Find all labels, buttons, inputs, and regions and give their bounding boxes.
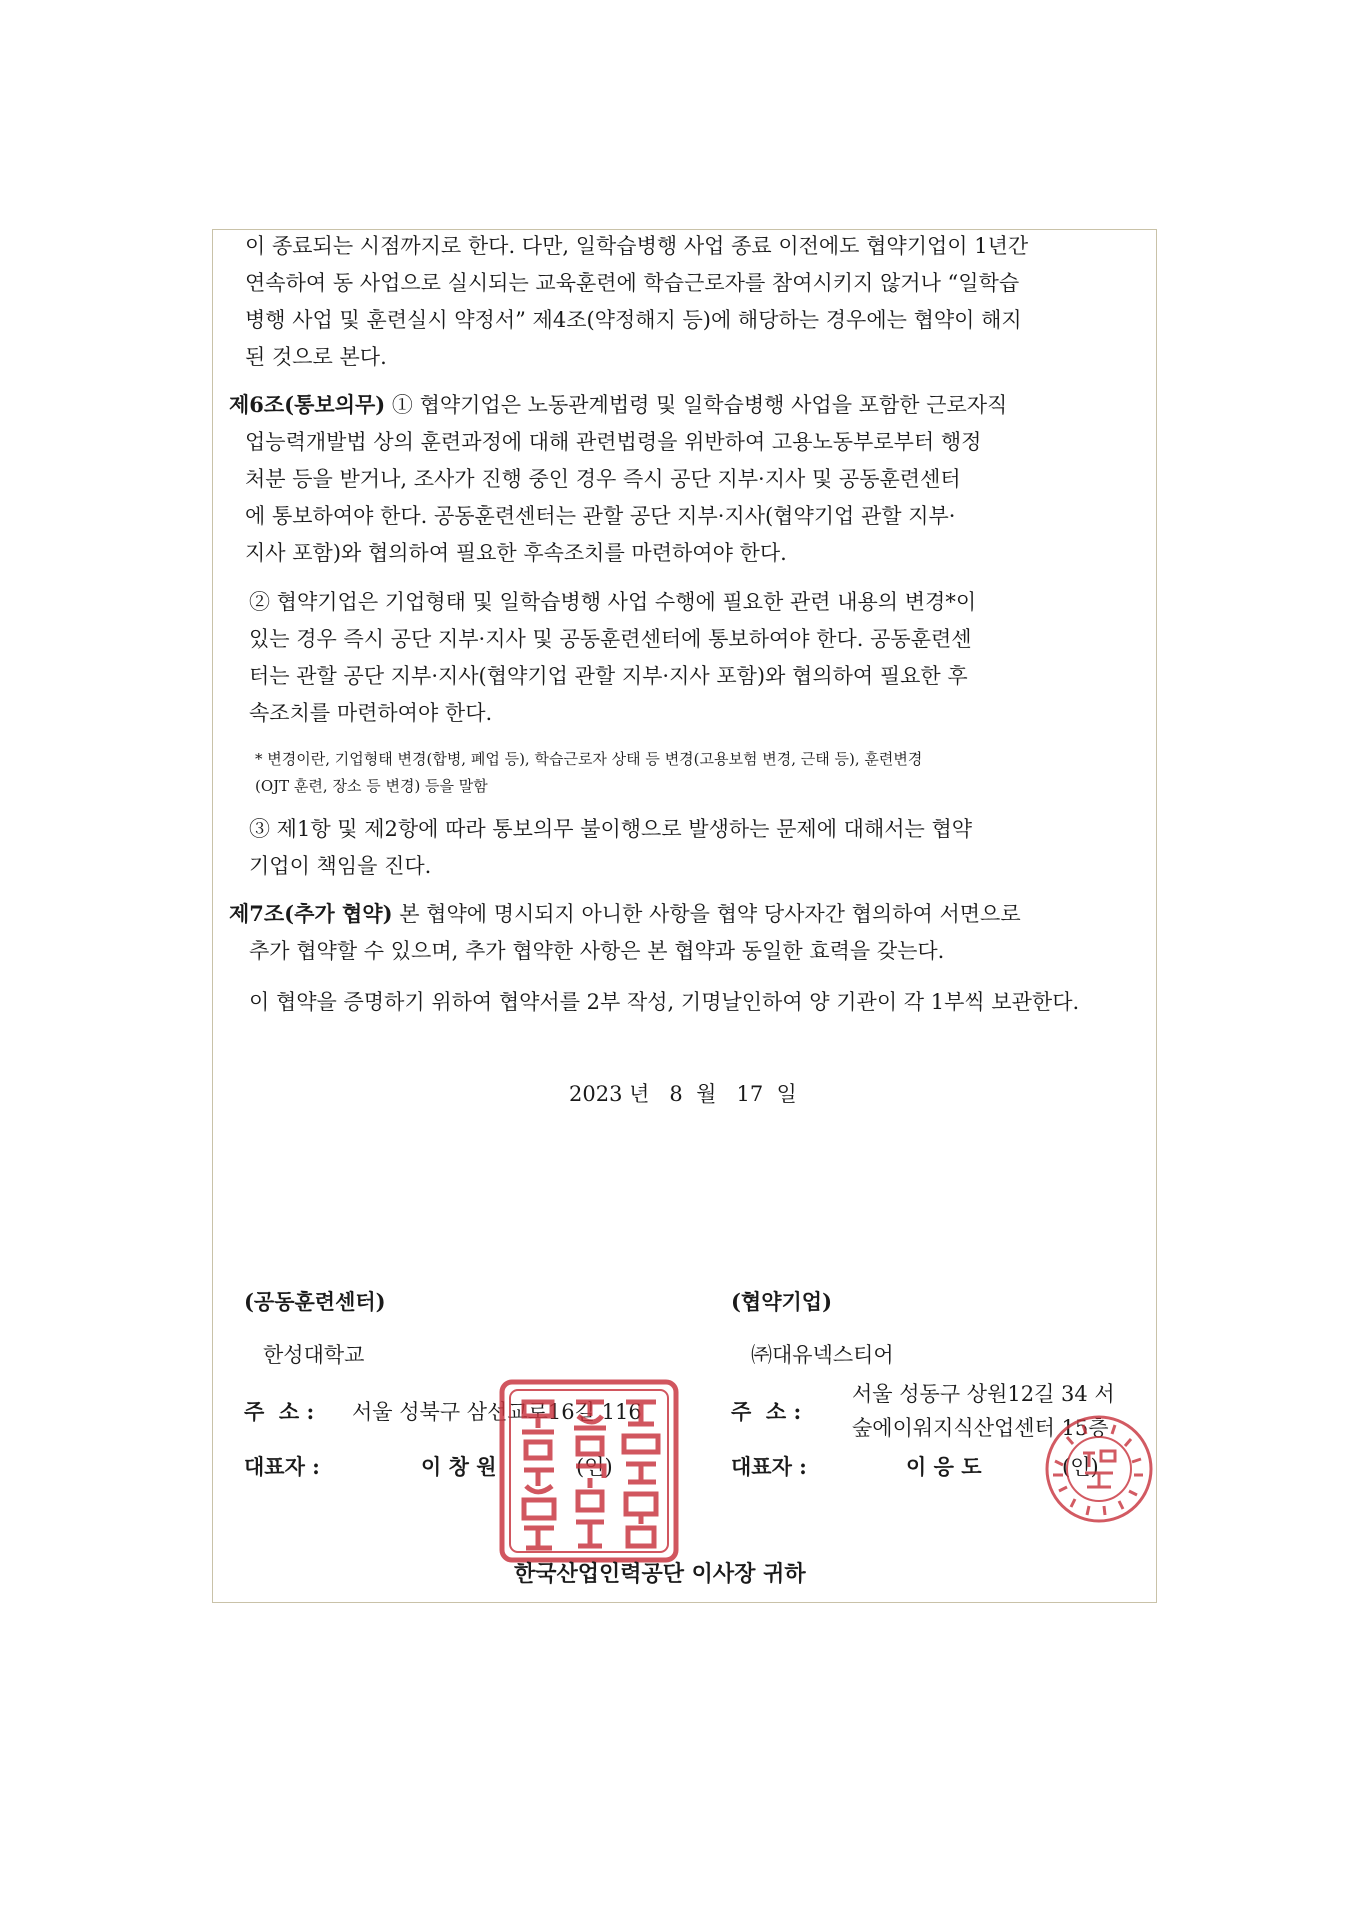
article5-line-4: 된 것으로 본다. xyxy=(245,345,387,369)
article6-p1-line: 지사 포함)와 협의하여 필요한 후속조치를 마련하여야 한다. xyxy=(245,541,787,565)
left-address: 서울 성북구 삼선교로16길 116 xyxy=(352,1400,642,1424)
article6-p1-line: 업능력개발법 상의 훈련과정에 대해 관련법령을 위반하여 고용노동부로부터 행정 xyxy=(245,430,982,454)
right-address-line1: 서울 성동구 상원12길 34 서 xyxy=(852,1382,1115,1406)
article7-first-line xyxy=(229,900,1021,928)
university-seal-stamp xyxy=(496,1376,682,1566)
company-seal-stamp xyxy=(1043,1413,1155,1525)
left-party-name: 한성대학교 xyxy=(263,1343,365,1367)
right-address-line2: 숲에이워지식산업센터 15층 xyxy=(852,1416,1109,1440)
left-address-label: 주 소 : xyxy=(244,1399,315,1424)
left-seal-mark: (인) xyxy=(576,1455,613,1479)
article6-p2-line: 터는 관할 공단 지부·지사(협약기업 관할 지부·지사 포함)와 협의하여 필요한 후 xyxy=(249,664,968,688)
article6-p1-first: ① 협약기업은 노동관계법령 및 일학습병행 사업을 포함한 근로자직 xyxy=(391,393,1008,417)
signing-date: 2023 년 8 월 17 일 xyxy=(569,1082,797,1106)
left-rep-name: 이 창 원 xyxy=(421,1454,497,1479)
article6-note-line: * 변경이란, 기업형태 변경(합병, 폐업 등), 학습근로자 상태 등 변경(고용보험 변경, 근태 등), 훈련변경 xyxy=(255,750,923,768)
article6-p1-line: 처분 등을 받거나, 조사가 진행 중인 경우 즉시 공단 지부·지사 및 공동훈련센터 xyxy=(245,467,961,491)
article6-note-line: (OJT 훈련, 장소 등 변경) 등을 말함 xyxy=(255,777,488,795)
right-party-name: ㈜대유넥스티어 xyxy=(751,1343,894,1367)
right-seal-mark: (인) xyxy=(1062,1455,1099,1479)
article6-p3-line: ③ 제1항 및 제2항에 따라 통보의무 불이행으로 발생하는 문제에 대해서는 협약 xyxy=(249,817,973,841)
left-party-title: (공동훈련센터) xyxy=(244,1289,386,1314)
article5-line-2: 연속하여 동 사업으로 실시되는 교육훈련에 학습근로자를 참여시키지 않거나 “일학습 xyxy=(245,271,1020,295)
closing-statement: 이 협약을 증명하기 위하여 협약서를 2부 작성, 기명날인하여 양 기관이 각 1부씩 보관한다. xyxy=(249,990,1080,1014)
article7-second-line: 추가 협약할 수 있으며, 추가 협약한 사항은 본 협약과 동일한 효력을 갖는다. xyxy=(249,939,945,963)
article6-p3-line: 기업이 책임을 진다. xyxy=(249,854,432,878)
article6-p2-line: 있는 경우 즉시 공단 지부·지사 및 공동훈련센터에 통보하여야 한다. 공동훈련센 xyxy=(249,627,972,651)
right-address-label: 주 소 : xyxy=(731,1399,802,1424)
right-rep-name: 이 응 도 xyxy=(906,1454,982,1479)
article6-p2-line: 속조치를 마련하여야 한다. xyxy=(249,701,493,725)
left-rep-label: 대표자 : xyxy=(244,1454,320,1479)
article6-p2-line: ② 협약기업은 기업형태 및 일학습병행 사업 수행에 필요한 관련 내용의 변경*이 xyxy=(249,590,977,614)
addressee: 한국산업인력공단 이사장 귀하 xyxy=(514,1561,806,1587)
article7-heading: 제7조(추가 협약) xyxy=(229,901,393,926)
article5-line-3: 병행 사업 및 훈련실시 약정서” 제4조(약정해지 등)에 해당하는 경우에는 협약이 해지 xyxy=(245,308,1022,332)
right-party-title: (협약기업) xyxy=(731,1289,833,1314)
right-rep-label: 대표자 : xyxy=(731,1454,807,1479)
article6-heading: 제6조(통보의무) xyxy=(229,392,386,417)
article7-first: 본 협약에 명시되지 아니한 사항을 협약 당사자간 협의하여 서면으로 xyxy=(399,902,1021,926)
article6-p1-line: 에 통보하여야 한다. 공동훈련센터는 관할 공단 지부·지사(협약기업 관할 지부· xyxy=(245,504,956,528)
article5-line-1: 이 종료되는 시점까지로 한다. 다만, 일학습병행 사업 종료 이전에도 협약기업이 1년간 xyxy=(245,234,1029,258)
article6-first-line xyxy=(229,391,1007,419)
